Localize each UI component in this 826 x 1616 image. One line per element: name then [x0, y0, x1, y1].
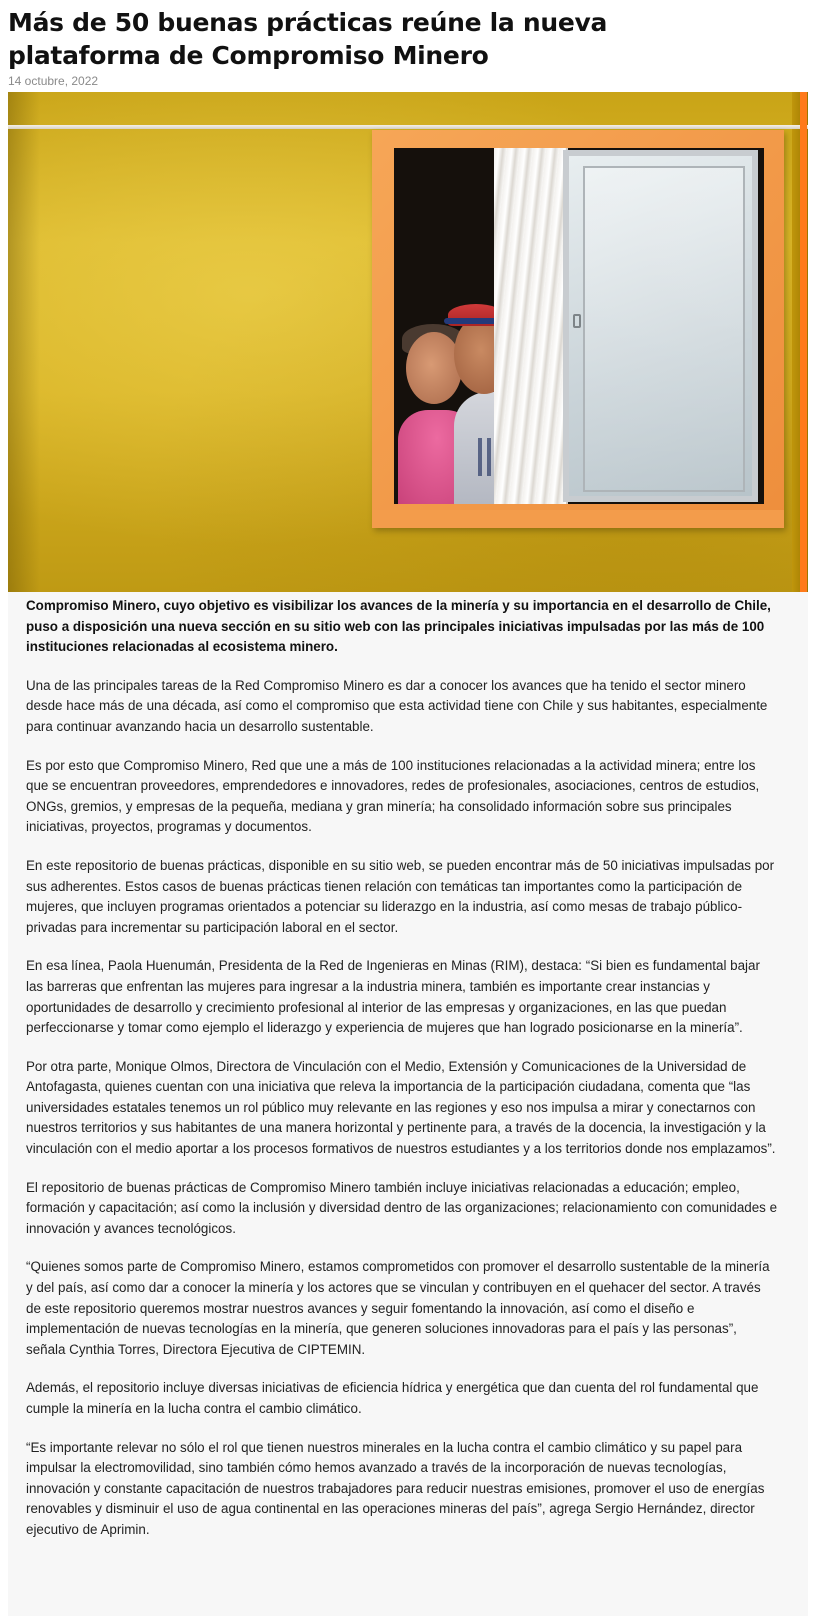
window-latch	[573, 314, 581, 328]
wall-shadow	[8, 92, 40, 592]
window-sill	[372, 510, 784, 528]
woman-face	[406, 332, 462, 404]
article-date: 14 octubre, 2022	[8, 74, 99, 88]
accent-strip	[800, 92, 807, 592]
lace-curtain	[494, 148, 568, 504]
paragraph: “Es importante relevar no sólo el rol que tienen nuestros minerales en la lucha contra el cambio climático y su papel para impulsar la electromovilidad, sino también cómo hemos avanzado a través de la incorporación de nuevas tecnologías, innovación y constante capacitación de nuestros trabajadores para reducir nuestras emisiones, promover el uso de energías renovables y disminuir el uso de agua continental en las operaciones mineras del país”, agrega Sergio Hernández, director ejecutivo de Aprimin.	[26, 1439, 765, 1537]
hero-image	[8, 92, 808, 592]
lead-paragraph: Compromiso Minero, cuyo objetivo es visibilizar los avances de la minería y su importancia en el desarrollo de Chile, puso a disposición una nueva sección en su sitio web con las principales iniciativas impulsadas por las más de 100 instituciones relacionadas al ecosistema minero.	[26, 598, 771, 655]
paragraph: El repositorio de buenas prácticas de Compromiso Minero también incluye iniciativas relacionadas a educación; empleo, formación y capacitación; así como la inclusión y diversidad dentro de las organizaciones; relacionamiento con comunidades e innovación y avances tecnológicos.	[26, 1179, 778, 1236]
paragraph: Una de las principales tareas de la Red Compromiso Minero es dar a conocer los avances que ha tenido el sector minero desde hace más de una década, así como el compromiso que esta actividad tiene con Chile y sus habitantes, especialmente para continuar avanzando hacia un desarrollo sustentable.	[26, 677, 768, 734]
article-body	[26, 596, 778, 1559]
paragraph: En esa línea, Paola Huenumán, Presidenta de la Red de Ingenieras en Minas (RIM), destaca: “Si bien es fundamental bajar las barreras que enfrentan las mujeres para ingresar a la industria minera, también es importante crear instancias y oportunidades de desarrollo y crecimiento profesional al interior de las empresas y organizaciones, en las que puedan perfeccionarse y tomar como ejemplo el liderazgo y experiencia de mujeres que han logrado posicionarse en la minería”.	[26, 958, 760, 1036]
clothes-wire	[8, 125, 808, 129]
paragraph: “Quienes somos parte de Compromiso Minero, estamos comprometidos con promover el desarrollo sustentable de la minería y del país, así como dar a conocer la minería y los actores que se vinculan y contribuyen en el quehacer del sector. A través de este repositorio queremos mostrar nuestros avances y seguir fomentando la innovación, así como el diseño e implementación de nuevas tecnologías en la minería, que generen soluciones innovadoras para el país y las personas”, señala Cynthia Torres, Directora Ejecutiva de CIPTEMIN.	[26, 1259, 770, 1357]
paragraph: Además, el repositorio incluye diversas iniciativas de eficiencia hídrica y energética que dan cuenta del rol fundamental que cumple la minería en la lucha contra el cambio climático.	[26, 1380, 759, 1416]
paragraph: En este repositorio de buenas prácticas, disponible en su sitio web, se pueden encontrar más de 50 iniciativas impulsadas por sus adherentes. Estos casos de buenas prácticas tienen relación con temáticas tan importantes como la participación de mujeres, que incluyen programas orientados a potenciar su liderazgo en la industria, así como mesas de trabajo público-privadas para incrementar su participación laboral en el sector.	[26, 857, 775, 935]
paragraph: Por otra parte, Monique Olmos, Directora de Vinculación con el Medio, Extensión y Comunicaciones de la Universidad de Antofagasta, quienes cuentan con una iniciativa que releva la importancia de la participación ciudadana, comenta que “las universidades estatales tenemos un rol público muy relevante en las regiones y eso nos impulsa a mirar y conectarnos con nuestros territorios y sus habitantes de una manera horizontal y pertinente para, a través de la docencia, la investigación y la vinculación con el medio aportar a los procesos formativos de nuestros estudiantes y a los territorios donde nos emplazamos”.	[26, 1058, 776, 1157]
paragraph: Es por esto que Compromiso Minero, Red que une a más de 100 instituciones relacionadas a la actividad minera; entre los que se encuentran proveedores, emprendedores e innovadores, redes de profesionales, asociaciones, centros de estudios, ONGs, gremios, y empresas de la pequeña, mediana y gran minería; ha consolidado información sobre sus principales iniciativas, proyectos, programas y documentos.	[26, 757, 760, 835]
glass-pane	[583, 166, 745, 492]
article-title: Más de 50 buenas prácticas reúne la nueva plataforma de Compromiso Minero	[8, 8, 608, 70]
